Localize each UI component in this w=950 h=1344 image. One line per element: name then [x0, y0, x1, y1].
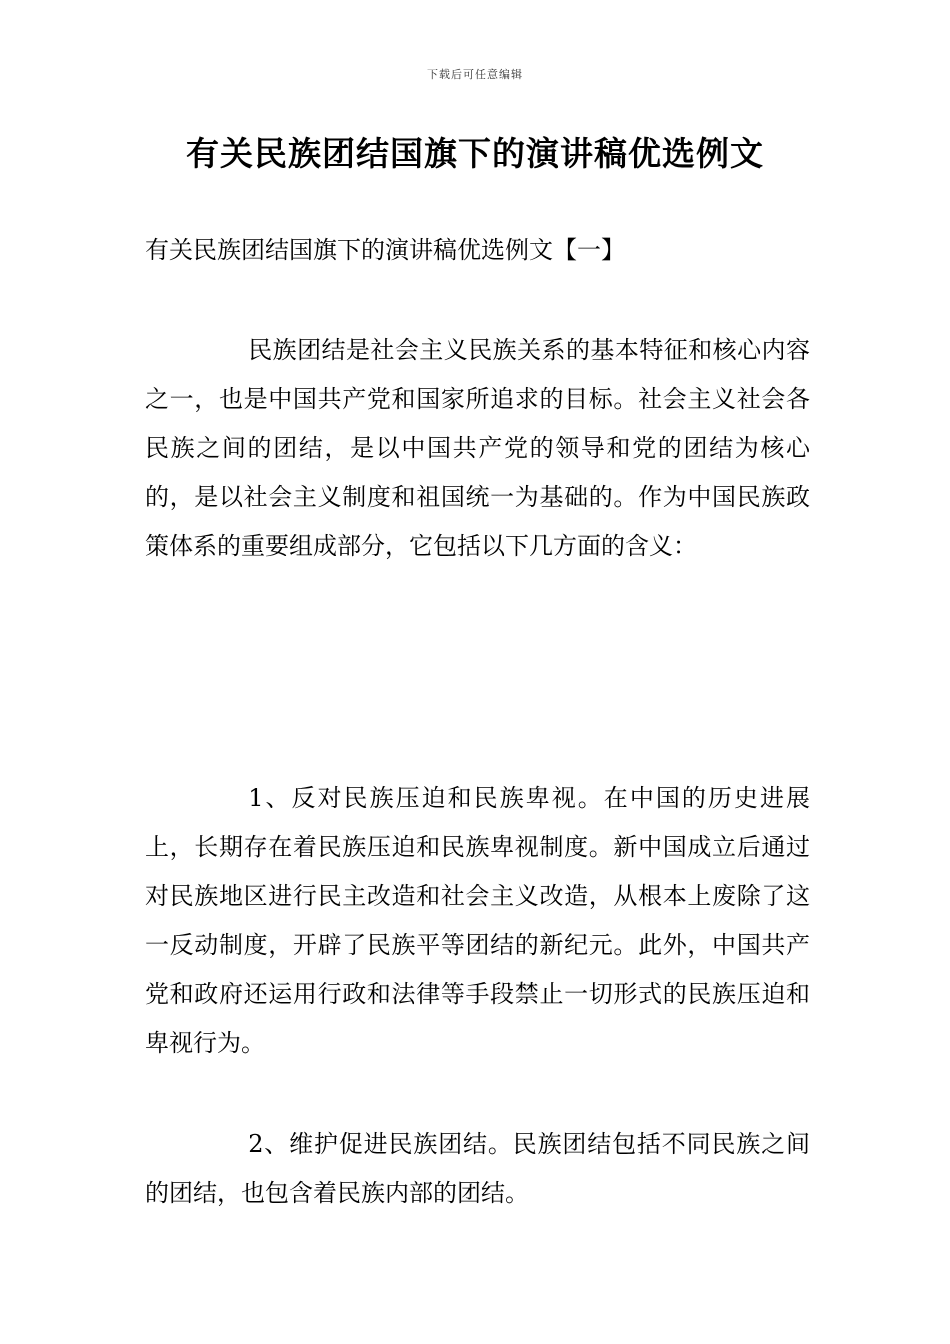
section-heading: 有关民族团结国旗下的演讲稿优选例文【一】 [145, 236, 625, 264]
body-paragraph: 1、反对民族压迫和民族卑视。在中国的历史进展上，长期存在着民族压迫和民族卑视制度。新中国成立后通过对民族地区进行民主改造和社会主义改造，从根本上废除了这一反动制度，开辟了民族平等团结的新纪元。此外，中国共产党和政府还运用行政和法律等手段禁止一切形式的民族压迫和卑视行为。 [145, 784, 810, 1057]
body-paragraph: 民族团结是社会主义民族关系的基本特征和核心内容之一，也是中国共产党和国家所追求的目标。社会主义社会各民族之间的团结，是以中国共产党的领导和党的团结为核心的，是以社会主义制度和祖国统一为基础的。作为中国民族政策体系的重要组成部分，它包括以下几方面的含义： [145, 336, 810, 560]
body-paragraph: 2、维护促进民族团结。民族团结包括不同民族之间的团结，也包含着民族内部的团结。 [145, 1130, 810, 1207]
header-note: 下载后可任意编辑 [427, 68, 523, 81]
document-title: 有关民族团结国旗下的演讲稿优选例文 [186, 134, 764, 173]
